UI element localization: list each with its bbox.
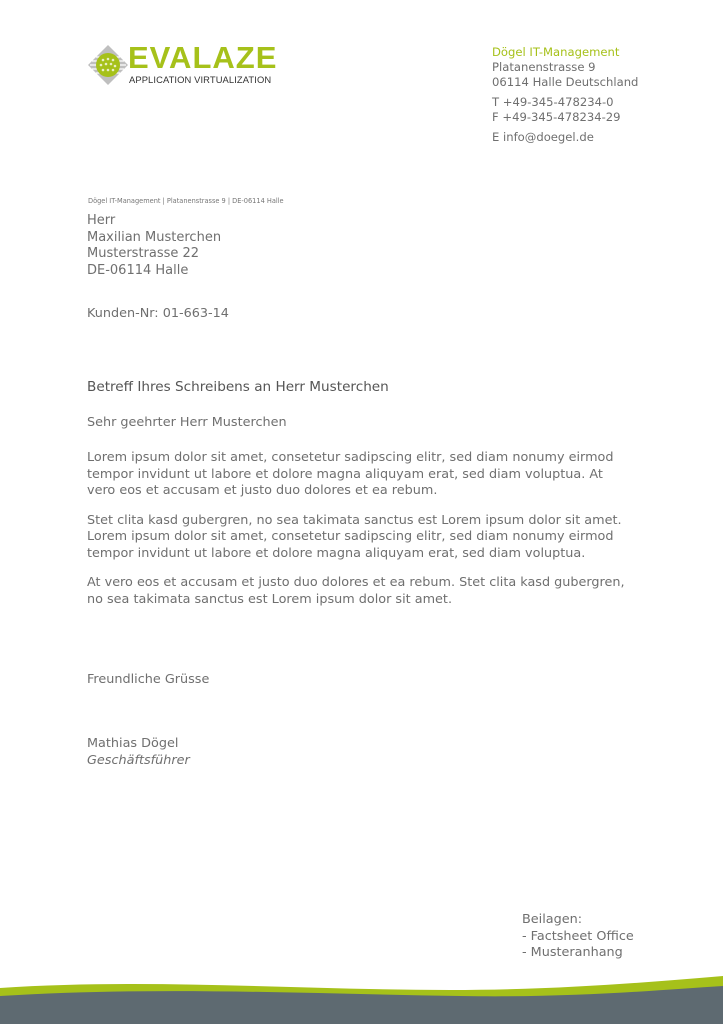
striped-globe-logo-icon: [88, 45, 128, 85]
sender-email: E info@doegel.de: [492, 130, 594, 144]
sender-address-block: [492, 45, 638, 145]
enclosures-heading: Beilagen:: [522, 912, 583, 927]
recipient-title: Herr: [87, 213, 116, 228]
sender-company: Dögel IT-Management: [492, 45, 620, 59]
enclosures-block: [522, 912, 634, 962]
body-paragraph: Lorem ipsum dolor sit amet, consetetur sadipscing elitr, sed diam nonumy eirmod tempor invidunt ut labore et dolore magna aliquyam erat, sed diam voluptua. At vero eos et accusam et justo duo dolores et ea rebum.: [87, 450, 614, 498]
enclosure-item: - Factsheet Office: [522, 928, 634, 944]
company-logo: [88, 40, 288, 89]
sender-phone: T +49-345-478234-0: [492, 95, 614, 109]
signer-role: Geschäftsführer: [87, 752, 190, 768]
letter-salutation: Sehr geehrter Herr Musterchen: [87, 415, 287, 430]
enclosure-item: - Musteranhang: [522, 945, 623, 960]
signer-name: Mathias Dögel: [87, 736, 179, 751]
body-paragraph: At vero eos et accusam et justo duo dolores et ea rebum. Stet clita kasd gubergren, no sea takimata sanctus est Lorem ipsum dolor sit amet.: [87, 575, 625, 607]
sender-city: 06114 Halle Deutschland: [492, 75, 639, 89]
customer-number: Kunden-Nr: 01-663-14: [87, 306, 229, 321]
letter-body: [87, 450, 627, 621]
sender-street: Platanenstrasse 9: [492, 60, 596, 74]
logo-wordmark: EVALAZE: [128, 40, 278, 75]
logo-tagline: APPLICATION VIRTUALIZATION: [129, 74, 272, 85]
recipient-street: Musterstrasse 22: [87, 246, 200, 261]
body-paragraph: Stet clita kasd gubergren, no sea takimata sanctus est Lorem ipsum dolor sit amet. Lorem ipsum dolor sit amet, consetetur sadipscing elitr, sed diam nonumy eirmod tempor invidunt ut labore et dolore magna aliquyam erat, sed diam voluptua.: [87, 512, 622, 561]
recipient-name: Maxilian Musterchen: [87, 229, 222, 245]
return-address-line: Dögel IT-Management | Platanenstrasse 9 | DE-06114 Halle: [88, 197, 284, 205]
recipient-address-block: [87, 213, 221, 279]
footer-wave-band: [0, 960, 723, 1024]
recipient-city: DE-06114 Halle: [87, 262, 189, 278]
letter-subject: Betreff Ihres Schreibens an Herr Musterchen: [87, 379, 389, 395]
sender-fax: F +49-345-478234-29: [492, 110, 621, 124]
signature-block: [87, 736, 190, 769]
letter-closing: Freundliche Grüsse: [87, 672, 210, 687]
